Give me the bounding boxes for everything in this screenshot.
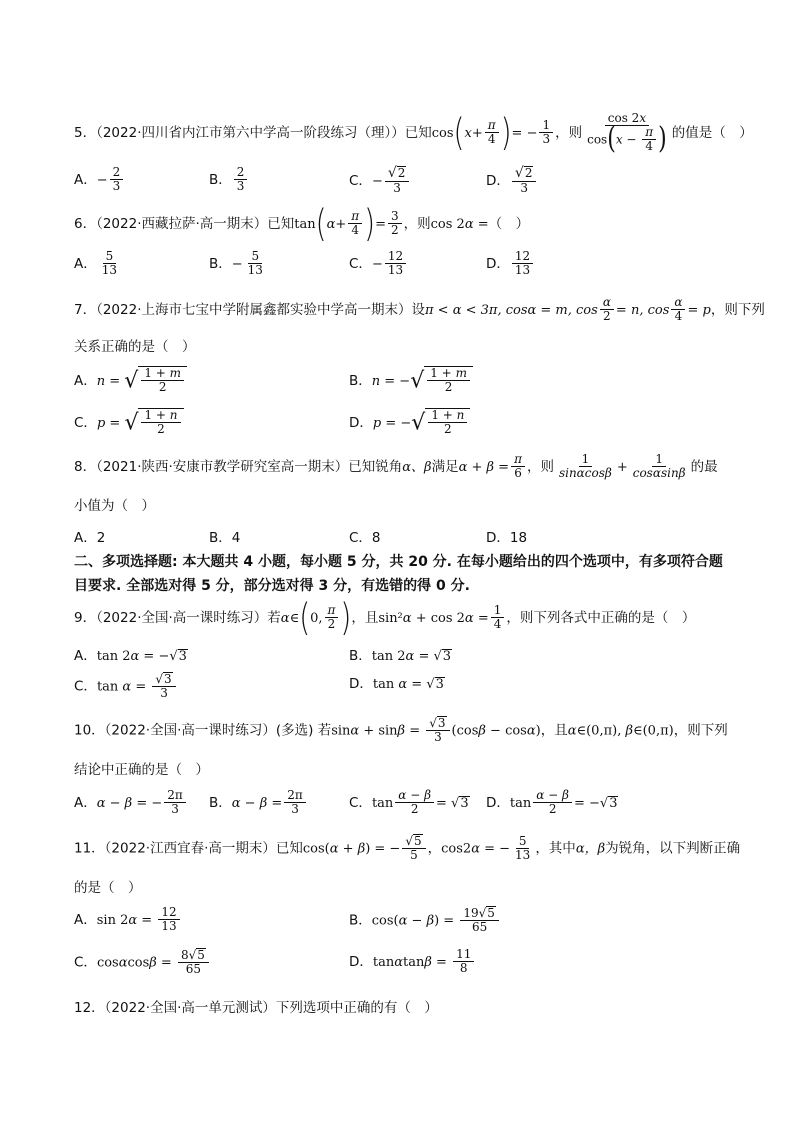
option-b[interactable]: B．n = −√ $\frac{1 + m}{2}$ <box>349 366 473 395</box>
question-11-line2: 的是（ ） <box>74 880 142 896</box>
question-10-line2: 结论中正确的是（ ） <box>74 762 209 778</box>
option-b[interactable]: B． $\frac{2}{3}$ <box>209 166 249 194</box>
question-7: 7．（2022·上海市七宝中学附属鑫都实验中学高一期末）设π < α < 3π, cosα = m, cos $\frac{\alpha}{2}$ = n, cos $\frac{\alpha}{4}$ = p，则下列 <box>74 295 765 324</box>
option-d[interactable]: D． $\frac{√2}{3}$ <box>486 166 538 196</box>
question-7-line2: 关系正确的是（ ） <box>74 339 196 355</box>
option-c[interactable]: C．cosαcosβ = $\frac{8√5}{65}$ <box>74 948 211 977</box>
option-b[interactable]: B．cos(α − β) = $\frac{19√5}{65}$ <box>349 906 501 935</box>
option-a[interactable]: A．− $\frac{2}{3}$ <box>74 166 125 194</box>
section-heading: 二、多项选择题: 本大题共 4 小题，每小题 5 分，共 20 分. 在每小题给出的四个选项中，有多项符合题目要求. 全部选对得 5 分，部分选对得 3 分，有选错的得 0 分. <box>74 554 723 594</box>
option-d[interactable]: D．tan α = √3 <box>349 676 444 692</box>
question-8-line2: 小值为（ ） <box>74 498 155 514</box>
option-a[interactable]: A． $\frac{5}{13}$ <box>74 249 118 278</box>
option-d[interactable]: D． $\frac{12}{13}$ <box>486 250 535 278</box>
option-b[interactable]: B．4 <box>209 530 241 546</box>
option-c[interactable]: C．p = √ $\frac{1 + n}{2}$ <box>74 408 184 437</box>
option-a[interactable]: A．tan 2α = −√3 <box>74 648 187 664</box>
option-b[interactable]: B．α − β = $\frac{2\pi}{3}$ <box>209 789 308 817</box>
question-9: 9．（2022·全国·高一课时练习）若α∈(0, $\frac{\pi}{2}$ )，且sin²α + cos 2α = $\frac{1}{4}$ ，则下列各式中正确的是（ ） <box>74 595 696 640</box>
option-c[interactable]: C．− $\frac{√2}{3}$ <box>349 166 411 196</box>
question-8: 8．（2021·陕西·安康市教学研究室高一期末）已知锐角α、β满足α + β = $\frac{\pi}{6}$ ，则 $\frac{1}{\sin\alpha\cos\beta}$ + $\frac{1}{\cos\alpha\sin\beta}$ 的最 <box>74 452 718 481</box>
option-d[interactable]: D．tan $\frac{\alpha - \beta}{2}$ = −√3 <box>486 788 618 817</box>
question-5: 5．（2022·四川省内江市第六中学高一阶段练习（理））已知cos(x+ $\frac{\pi}{4}$ )= − $\frac{1}{3}$ ，则 cos 2x cos(x − $\frac{\pi}{4}$ ) 的值是（ ） <box>74 110 753 157</box>
option-d[interactable]: D．18 <box>486 530 528 546</box>
question-6: 6．（2022·西藏拉萨·高一期末）已知tan(α+ $\frac{\pi}{4}$ )= $\frac{3}{2}$ ，则cos 2α =（ ） <box>74 201 530 246</box>
option-c[interactable]: C．8 <box>349 530 381 546</box>
option-c[interactable]: C．tan $\frac{\alpha - \beta}{2}$ = √3 <box>349 788 469 817</box>
option-b[interactable]: B．− $\frac{5}{13}$ <box>209 249 263 278</box>
question-10: 10．（2022·全国·高一课时练习）(多选) 若sinα + sinβ = $\frac{√3}{3}$ (cosβ − cosα)，且α∈(0,π), β∈(0,π)，则下列 <box>74 716 728 745</box>
option-d[interactable]: D．p = −√ $\frac{1 + n}{2}$ <box>349 408 470 437</box>
option-d[interactable]: D．tanαtanβ = $\frac{11}{8}$ <box>349 948 476 976</box>
option-b[interactable]: B．tan 2α = √3 <box>349 648 452 664</box>
option-a[interactable]: A．2 <box>74 530 106 546</box>
option-c[interactable]: C．tan α = $\frac{√3}{3}$ <box>74 672 178 701</box>
option-a[interactable]: A．n = √ $\frac{1 + m}{2}$ <box>74 366 187 395</box>
option-a[interactable]: A．α − β = − $\frac{2\pi}{3}$ <box>74 789 188 817</box>
option-c[interactable]: C．− $\frac{12}{13}$ <box>349 250 408 278</box>
question-12: 12．（2022·全国·高一单元测试）下列选项中正确的有（ ） <box>74 1000 438 1016</box>
option-a[interactable]: A．sin 2α = $\frac{12}{13}$ <box>74 906 182 934</box>
question-11: 11．（2022·江西宜春·高一期末）已知cos(α + β) = − $\frac{√5}{5}$ ，cos2α = − $\frac{5}{13}$ ，其中α，β为锐角，以下判断正确 <box>74 833 741 863</box>
